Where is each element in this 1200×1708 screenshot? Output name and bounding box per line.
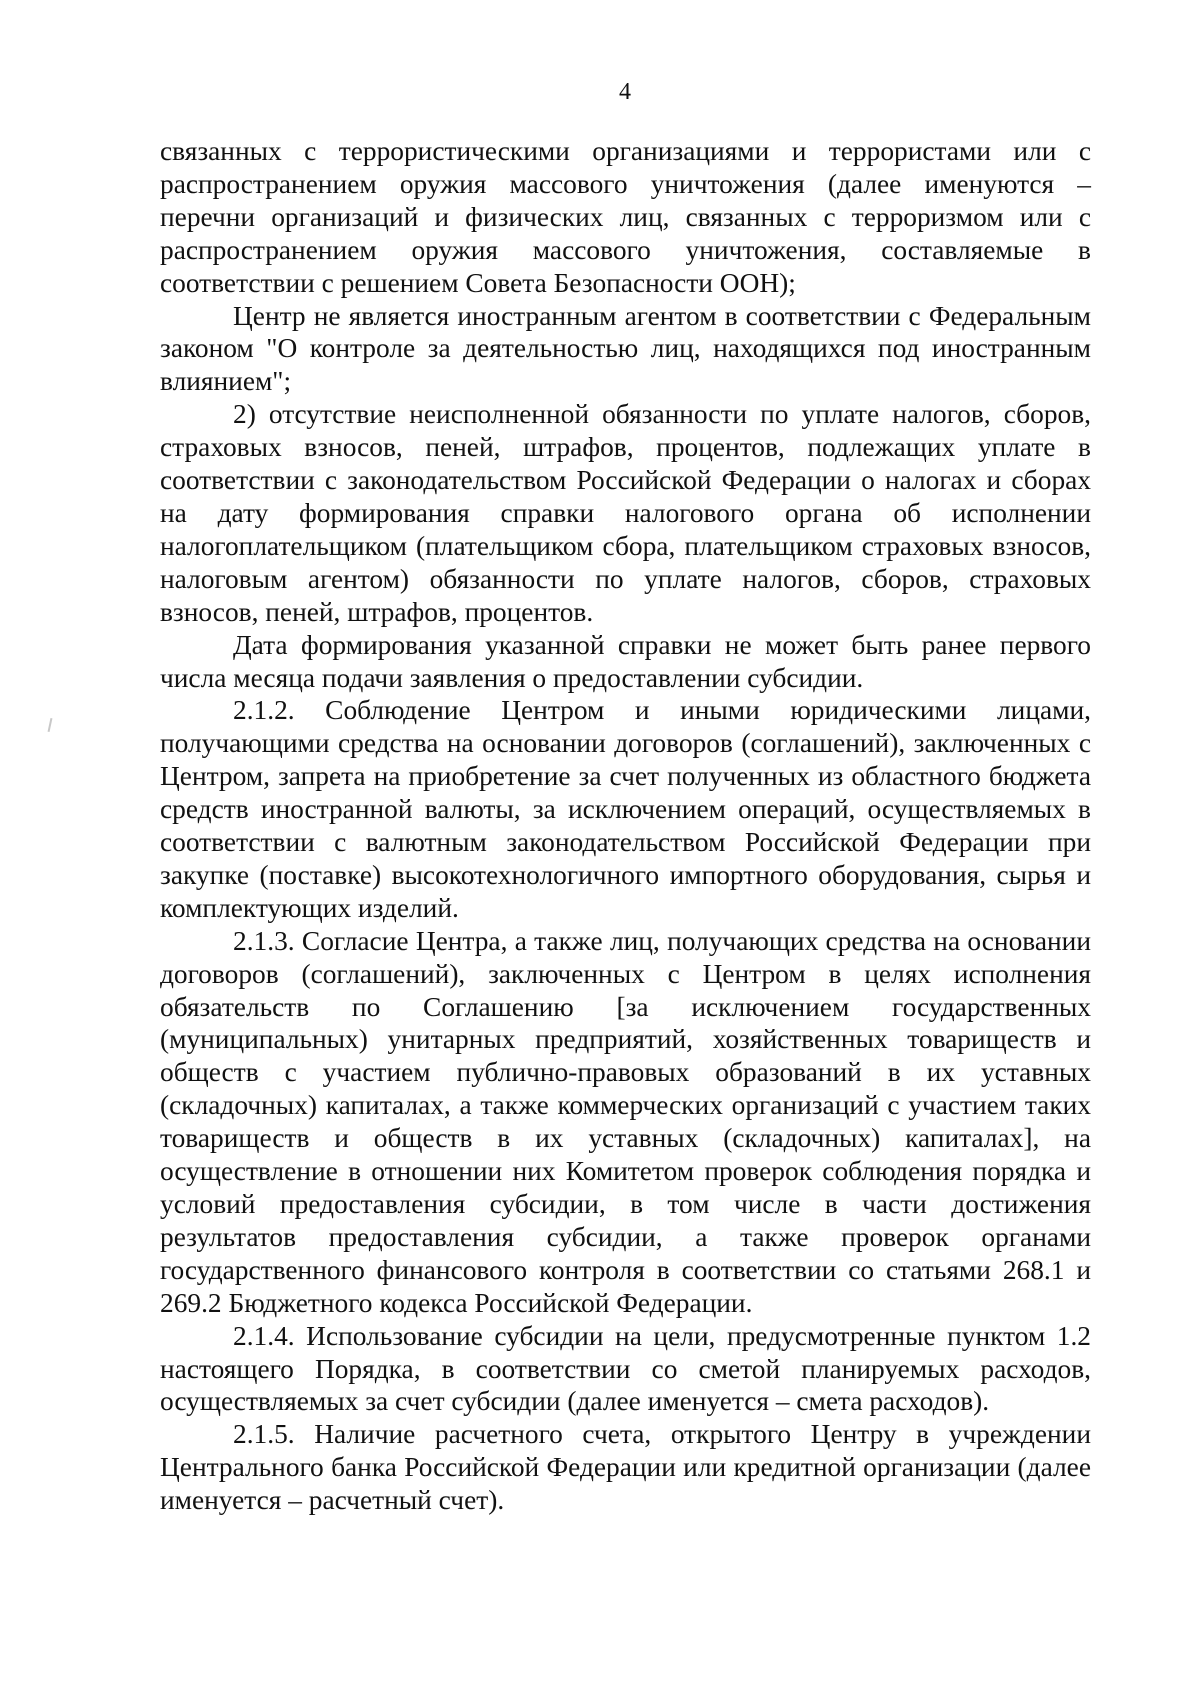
paragraph-2-1-4: 2.1.4. Использование субсидии на цели, предусмотренные пунктом 1.2 настоящего Порядка, в соответствии со сметой планируемых расходов, осуществляемых за счет субсидии (далее именуется – смета расходов). xyxy=(160,1320,1091,1417)
paragraph-tax-obligations: 2) отсутствие неисполненной обязанности по уплате налогов, сборов, страховых взносов, пеней, штрафов, процентов, подлежащих уплате в соответствии с законодательством Российской Федерации о налогах и сборах на дату формирования справки налогового органа об исполнении налогоплательщиком (плательщиком сбора, плательщиком страховых взносов, налоговым агентом) обязанности по уплате налогов, сборов, страховых взносов, пеней, штрафов, процентов. xyxy=(160,399,1091,627)
paragraph-2-1-3: 2.1.3. Согласие Центра, а также лиц, получающих средства на основании договоров (соглашений), заключенных с Центром в целях исполнения обязательств по Соглашению [за исключением государственных (муниципальных) унитарных предприятий, хозяйственных товариществ и обществ с участием публично-правовых образований в их уставных (складочных) капиталах, а также коммерческих организаций с участием таких товариществ и обществ в их уставных (складочных) капиталах], на осуществление в отношении них Комитетом проверок соблюдения порядка и условий предоставления субсидии, в том числе в части достижения результатов предоставления субсидии, а также проверок органами государственного финансового контроля в соответствии со статьями 268.1 и 269.2 Бюджетного кодекса Российской Федерации. xyxy=(160,925,1091,1318)
page-number: 4 xyxy=(619,79,631,105)
paragraph-continuation-un-lists: связанных с террористическими организациями и террористами или с распространением оружия массового уничтожения (далее именуются – перечни организаций и физических лиц, связанных с терроризмом или с распространением оружия массового уничтожения, составляемые в соответствии с решением Совета Безопасности ООН); xyxy=(160,136,1091,298)
scan-artifact xyxy=(48,718,53,732)
paragraph-2-1-2: 2.1.2. Соблюдение Центром и иными юридическими лицами, получающими средства на основании договоров (соглашений), заключенных с Центром, запрета на приобретение за счет полученных из областного бюджета средств иностранной валюты, за исключением операций, осуществляемых в соответствии с валютным законодательством Российской Федерации при закупке (поставке) высокотехнологичного импортного оборудования, сырья и комплектующих изделий. xyxy=(160,695,1091,923)
document-body xyxy=(160,135,1091,1517)
paragraph-certificate-date: Дата формирования указанной справки не может быть ранее первого числа месяца подачи заявления о предоставлении субсидии. xyxy=(160,629,1091,693)
paragraph-foreign-agent: Центр не является иностранным агентом в соответствии с Федеральным законом "О контроле за деятельностью лиц, находящихся под иностранным влиянием"; xyxy=(160,300,1091,397)
paragraph-2-1-5: 2.1.5. Наличие расчетного счета, открытого Центру в учреждении Центрального банка Российской Федерации или кредитной организации (далее именуется – расчетный счет). xyxy=(160,1419,1091,1516)
